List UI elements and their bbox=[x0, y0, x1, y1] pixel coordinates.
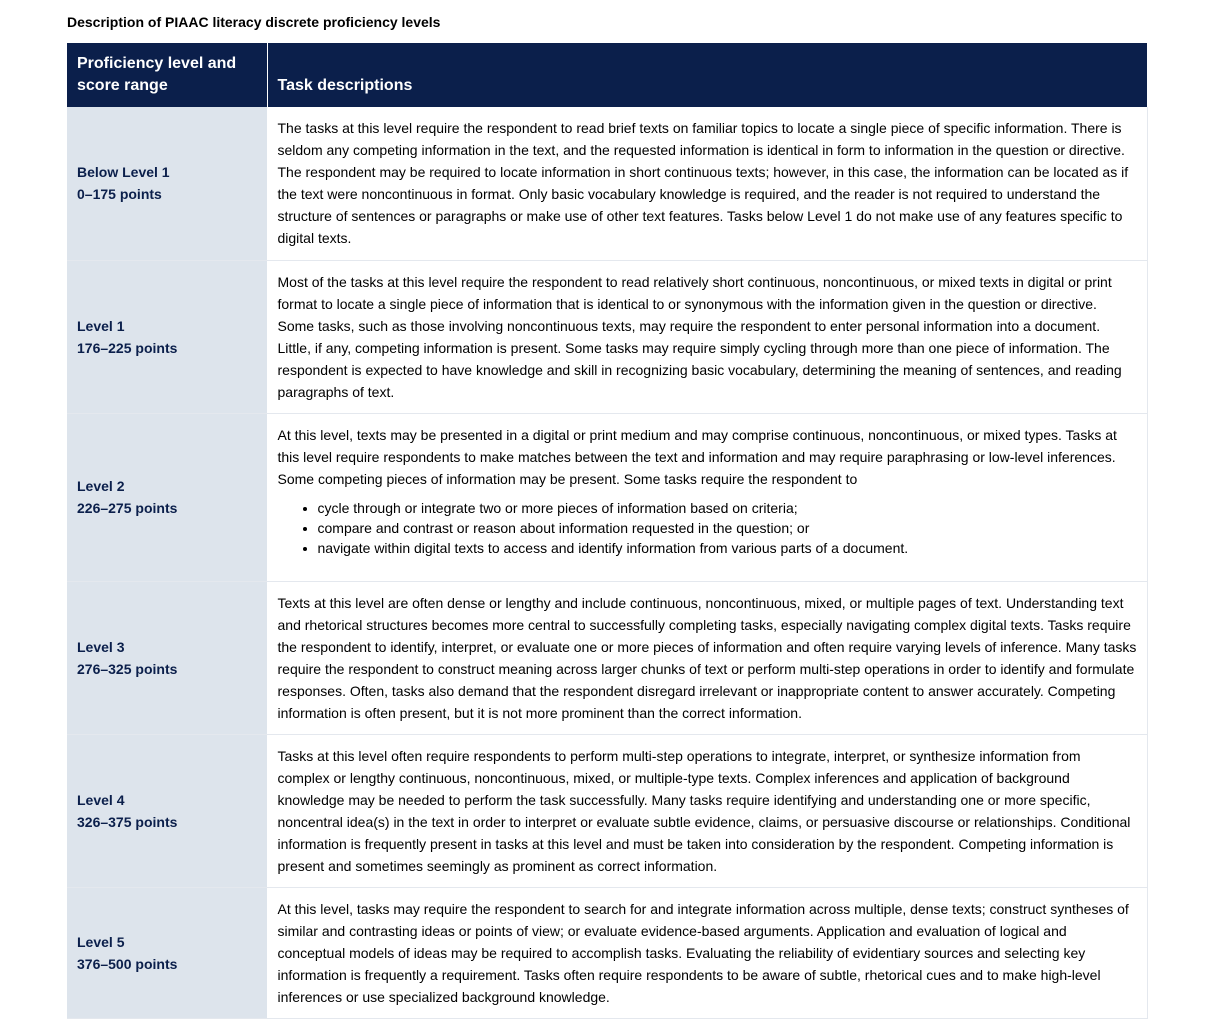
level-name: Below Level 1 bbox=[77, 164, 170, 181]
table-row bbox=[67, 887, 1147, 1018]
table-row bbox=[67, 581, 1147, 734]
proficiency-levels-table bbox=[67, 43, 1148, 1019]
level-name: Level 2 bbox=[77, 478, 125, 494]
task-description: The tasks at this level require the respondent to read brief texts on familiar topics to locate a single piece of specific information. There is seldom any competing information in the text, and the requested information is identical in form to information in the question or directive. The respondent may be required to locate information in short continuous texts; however, in this case, the information can be located as if the text were noncontinuous in format. Only basic vocabulary knowledge is required, and the reader is not required to understand the structure of sentences or paragraphs or make use of other text features. Tasks below Level 1 do not make use of any features specific to digital texts. bbox=[277, 120, 1129, 247]
level-cell bbox=[67, 581, 267, 734]
task-description-cell bbox=[267, 107, 1147, 260]
header-proficiency-level: Proficiency level and score range bbox=[67, 43, 267, 107]
header-task-descriptions: Task descriptions bbox=[267, 43, 1147, 107]
level-score-range: 226–275 points bbox=[77, 500, 178, 516]
level-score-range: 376–500 points bbox=[77, 955, 178, 972]
table-caption: Description of PIAAC literacy discrete proficiency levels bbox=[67, 14, 441, 30]
level-score-range: 326–375 points bbox=[77, 813, 178, 830]
task-description-cell bbox=[267, 413, 1147, 581]
level-cell bbox=[67, 734, 267, 887]
level-cell bbox=[67, 260, 267, 413]
level-score-range: 176–225 points bbox=[77, 339, 178, 356]
list-item: • navigate within digital texts to access and identify information from various parts of a document. bbox=[318, 538, 1137, 558]
task-description: Most of the tasks at this level require the respondent to read relatively short continuous, noncontinuous, or mixed texts in digital or print format to locate a single piece of information that is identical to or synonymous with the information given in the question or directive. Some tasks, such as those involving noncontinuous texts, may require the respondent to enter personal information into a document. Little, if any, competing information is present. Some tasks may require simply cycling through more than one piece of information. The respondent is expected to have knowledge and skill in recognizing basic vocabulary, determining the meaning of sentences, and reading paragraphs of text. bbox=[277, 273, 1122, 400]
task-description: At this level, texts may be presented in a digital or print medium and may comprise continuous, noncontinuous, or mixed types. Tasks at this level require respondents to make matches between the text and information and may require paraphrasing or low-level inferences. Some competing pieces of information may be present. Some tasks require the respondent to bbox=[277, 427, 1117, 487]
level-cell bbox=[67, 887, 267, 1018]
task-description-cell bbox=[267, 581, 1147, 734]
list-item: • compare and contrast or reason about information requested in the question; or bbox=[318, 518, 1137, 538]
level-cell bbox=[67, 107, 267, 260]
level-name: Level 1 bbox=[77, 317, 125, 334]
table-row bbox=[67, 413, 1147, 581]
task-description: At this level, tasks may require the respondent to search for and integrate information across multiple, dense texts; construct syntheses of similar and contrasting ideas or points of view; or evaluate evidence-based arguments. Application and evaluation of logical and conceptual models of ideas may be required to accomplish tasks. Evaluating the reliability of evidentiary sources and selecting key information is frequently a requirement. Tasks often require respondents to be aware of subtle, rhetorical cues and to make high-level inferences or use specialized background knowledge. bbox=[277, 900, 1129, 1005]
task-description-cell bbox=[267, 734, 1147, 887]
table-row bbox=[67, 260, 1147, 413]
table-row bbox=[67, 734, 1147, 887]
list-item: • cycle through or integrate two or more pieces of information based on criteria; bbox=[318, 498, 1137, 518]
task-bullet-list bbox=[278, 498, 1137, 558]
task-description: Tasks at this level often require respondents to perform multi-step operations to integrate, interpret, or synthesize information from complex or lengthy continuous, noncontinuous, mixed, or multiple-type texts. Complex inferences and application of background knowledge may be needed to perform the task successfully. Many tasks require identifying and understanding one or more specific, noncentral idea(s) in the text in order to interpret or evaluate subtle evidence, claims, or persuasive discourse or relationships. Conditional information is frequently present in tasks at this level and must be taken into consideration by the respondent. Competing information is present and sometimes seemingly as prominent as correct information. bbox=[277, 747, 1131, 874]
table-row bbox=[67, 107, 1147, 260]
level-name: Level 5 bbox=[77, 933, 125, 950]
level-score-range: 276–325 points bbox=[77, 660, 178, 677]
level-name: Level 3 bbox=[77, 638, 125, 655]
task-description-cell bbox=[267, 260, 1147, 413]
task-description: Texts at this level are often dense or lengthy and include continuous, noncontinuous, mixed, or multiple pages of text. Understanding text and rhetorical structures becomes more central to successfully completing tasks, especially navigating complex digital texts. Tasks require the respondent to identify, interpret, or evaluate one or more pieces of information and often require varying levels of inference. Many tasks require the respondent to construct meaning across larger chunks of text or perform multi-step operations in order to identify and formulate responses. Often, tasks also demand that the respondent disregard irrelevant or inappropriate content to answer accurately. Competing information is often present, but it is not more prominent than the correct information. bbox=[277, 594, 1137, 721]
task-description-cell bbox=[267, 887, 1147, 1018]
table-header-row bbox=[67, 43, 1147, 107]
level-name: Level 4 bbox=[77, 791, 125, 808]
level-score-range: 0–175 points bbox=[77, 186, 162, 203]
level-cell bbox=[67, 413, 267, 581]
